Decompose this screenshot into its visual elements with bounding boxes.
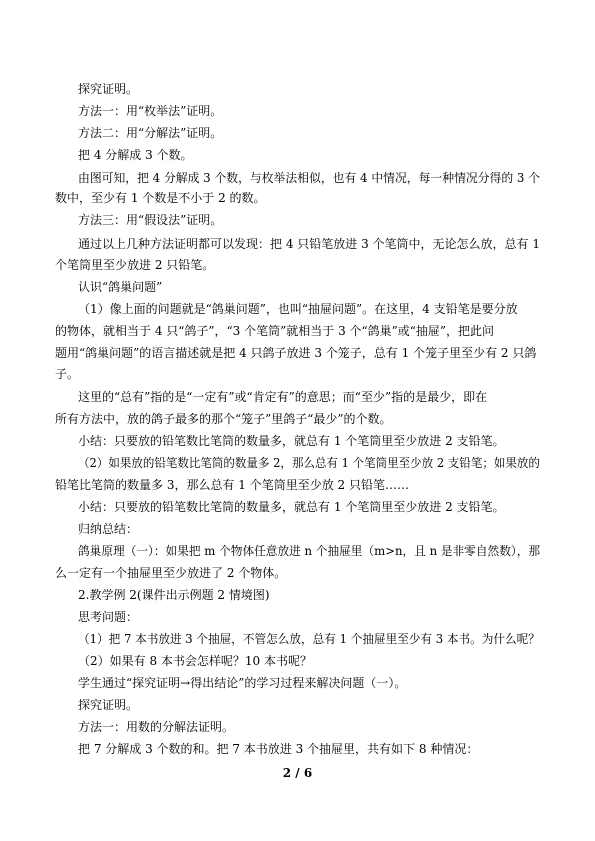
text-line: 把 4 分解成 3 个数。 (78, 148, 193, 162)
text-line: 个笔筒里至少放进 2 只铅笔。 (55, 258, 215, 272)
text-line: （2）如果放的铅笔数比笔筒的数量多 2，那么总有 1 个笔筒里至少放 2 支铅笔；如果放的 (78, 456, 540, 470)
text-line: 由图可知，把 4 分解成 3 个数，与枚举法相似，也有 4 中情况，每一种情况分得的 3 个 (78, 171, 541, 185)
text-line: 探究证明。 (78, 698, 139, 712)
text-line: 方法一：用数的分解法证明。 (78, 720, 235, 734)
text-line: 小结：只要放的铅笔数比笔筒的数量多，就总有 1 个笔筒里至少放进 2 支铅笔。 (78, 434, 505, 448)
text-line: 把 7 分解成 3 个数的和。把 7 本书放进 3 个抽屉里，共有如下 8 种情况： (78, 742, 479, 756)
text-line: 2.教学例 2(课件出示例题 2 情境图) (78, 588, 270, 602)
text-line: 么一定有一个抽屉里至少放进了 2 个物体。 (55, 566, 287, 580)
text-line: （2）如果有 8 本书会怎样呢？10 本书呢？ (78, 654, 312, 668)
text-line: 方法二：用“分解法”证明。 (78, 126, 223, 140)
text-line: 小结：只要放的铅笔数比笔筒的数量多，就总有 1 个笔筒里至少放进 2 支铅笔。 (78, 500, 505, 514)
section-heading: 归纳总结： (78, 522, 139, 536)
text-line: 所有方法中，放的鸽子最多的那个“笼子”里鸽子“最少”的个数。 (55, 412, 392, 426)
text-line: 数中，至少有 1 个数是不小于 2 的数。 (55, 191, 266, 205)
text-line: 学生通过“探究证明→得出结论”的学习过程来解决问题（一）。 (78, 676, 407, 690)
text-line: （1）像上面的问题就是“鸽巢问题”，也叫“抽屉问题”。在这里，4 支铅笔是要分放 (78, 302, 518, 316)
text-line: 题用“鸽巢问题”的语言描述就是把 4 只鸽子放进 3 个笼子，总有 1 个笼子里至少有 2 只鸽 (55, 346, 537, 360)
text-line: 这里的“总有”指的是“一定有”或“肯定有”的意思；而“至少”指的是最少，即在 (78, 390, 488, 404)
page-number: 2 / 6 (282, 766, 313, 780)
section-heading: 思考问题： (78, 610, 139, 624)
text-line: （1）把 7 本书放进 3 个抽屉，不管怎么放，总有 1 个抽屉里至少有 3 本书。为什么呢？ (78, 632, 540, 646)
section-heading: 认识“鸽巢问题” (78, 280, 163, 294)
text-line: 的物体，就相当于 4 只“鸽子”，“3 个笔筒”就相当于 3 个“鸽巢”或“抽屉”，把此问 (55, 324, 495, 338)
text-line: 方法三：用“假设法”证明。 (78, 213, 223, 227)
text-line: 子。 (55, 367, 80, 381)
text-line: 通过以上几种方法证明都可以发现：把 4 只铅笔放进 3 个笔筒中，无论怎么放，总有 1 (78, 237, 540, 251)
text-line: 方法一：用“枚举法”证明。 (78, 104, 223, 118)
text-line: 探究证明。 (78, 82, 139, 96)
text-line: 鸽巢原理（一）：如果把 m 个物体任意放进 n 个抽屉里（m>n，且 n 是非零自然数），那 (78, 544, 541, 558)
text-line: 铅笔比笔筒的数量多 3，那么总有 1 个笔筒里至少放 2 只铅笔…… (55, 478, 409, 492)
